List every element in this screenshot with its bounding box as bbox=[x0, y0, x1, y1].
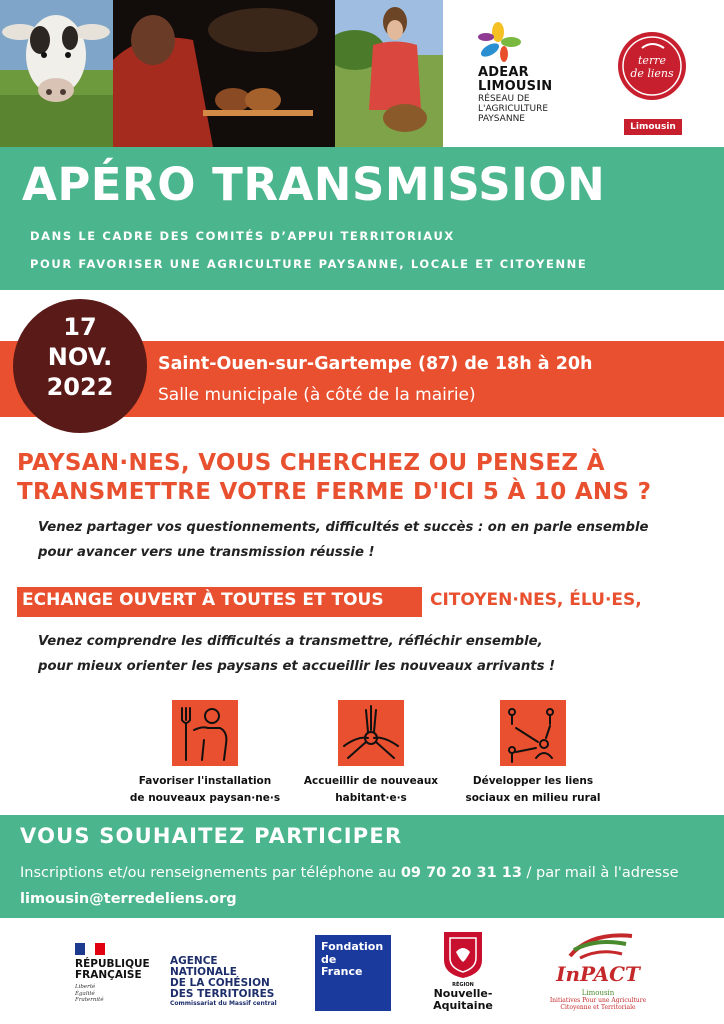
limousin-badge: Limousin bbox=[624, 119, 682, 135]
region-shield-icon bbox=[442, 930, 484, 980]
adear-sub3: PAYSANNE bbox=[478, 114, 525, 124]
fdf-l3: France bbox=[321, 965, 363, 978]
farmer-icon bbox=[172, 700, 238, 766]
registration-intro: Inscriptions et/ou renseignements par téléphone au bbox=[20, 865, 401, 881]
event-location: Saint-Ouen-sur-Gartempe (87) de 18h à 20h bbox=[158, 354, 593, 374]
inpact-sub2: Citoyenne et Territoriale bbox=[560, 1004, 636, 1011]
section1-text1: Venez partager vos questionnements, difficultés et succès : on en parle ensemble bbox=[38, 520, 649, 535]
participation-title: VOUS SOUHAITEZ PARTICIPER bbox=[20, 824, 403, 848]
goal-caption-2 bbox=[281, 773, 461, 807]
fdf-l2: de bbox=[321, 952, 337, 966]
goal-3-line1: Développer les liens bbox=[472, 775, 594, 787]
svg-text:terre: terre bbox=[638, 54, 666, 67]
date-circle bbox=[13, 299, 147, 433]
region-logo bbox=[424, 982, 502, 1012]
goal-2-line1: Accueillir de nouveaux bbox=[303, 775, 439, 787]
terre-de-liens-logo bbox=[616, 22, 688, 137]
goal-1-line2: de nouveaux paysan·ne·s bbox=[129, 792, 281, 804]
goal-caption-1 bbox=[115, 773, 295, 807]
section2-text1: Venez comprendre les difficultés a transmettre, réfléchir ensemble, bbox=[38, 634, 543, 649]
region-l1: Nouvelle- bbox=[433, 987, 493, 1000]
section1-text2: pour avancer vers une transmission réussie ! bbox=[38, 545, 375, 560]
rf-line2: FRANÇAISE bbox=[75, 969, 142, 981]
anct-l3: DE LA COHÉSION bbox=[170, 977, 270, 989]
adear-sub2: L'AGRICULTURE bbox=[478, 104, 549, 114]
flower-icon bbox=[478, 22, 522, 62]
rf-motto3: Fraternité bbox=[75, 997, 104, 1003]
phone-number[interactable]: 09 70 20 31 13 bbox=[400, 865, 522, 881]
citoyens-label: CITOYEN·NES, ÉLU·ES, bbox=[430, 590, 642, 610]
event-venue: Salle municipale (à côté de la mairie) bbox=[158, 385, 476, 405]
adear-logo bbox=[478, 22, 596, 122]
inpact-sub1: Initiatives Pour une Agriculture bbox=[549, 997, 647, 1004]
goal-caption-3 bbox=[443, 773, 623, 807]
page-title: APÉRO TRANSMISSION bbox=[22, 158, 606, 211]
inpact-name: InPACT bbox=[556, 962, 640, 986]
rf-motto1: Liberté bbox=[75, 984, 96, 990]
adear-sub1: RÉSEAU DE bbox=[478, 94, 530, 104]
inpact-swoosh-icon bbox=[560, 928, 640, 962]
anct-l1: AGENCE bbox=[170, 955, 218, 967]
anct-l2: NATIONALE bbox=[170, 966, 237, 978]
adear-title1: ADEAR bbox=[478, 65, 529, 80]
section2-text2: pour mieux orienter les paysans et accueillir les nouveaux arrivants ! bbox=[38, 659, 556, 674]
banner-line1: DANS LE CADRE DES COMITÉS D’APPUI TERRITORIAUX bbox=[30, 229, 455, 243]
anct-logo bbox=[170, 956, 280, 1008]
bread-photo bbox=[113, 0, 335, 147]
hands-icon bbox=[338, 700, 404, 766]
fondation-de-france-logo bbox=[315, 935, 391, 1011]
woman-basket-photo bbox=[335, 0, 443, 147]
adear-title2: LIMOUSIN bbox=[478, 79, 553, 94]
anct-sub: Commissariat du Massif central bbox=[170, 1000, 277, 1007]
rf-line1: RÉPUBLIQUE bbox=[75, 958, 150, 970]
date-year: 2022 bbox=[46, 373, 114, 401]
goal-3-line2: sociaux en milieu rural bbox=[465, 792, 601, 804]
headline-line1: PAYSAN·NES, VOUS CHERCHEZ OU PENSEZ À bbox=[17, 450, 605, 476]
inpact-tagline bbox=[540, 990, 656, 1011]
marianne-flag-icon bbox=[75, 943, 105, 955]
fdf-l1: Fondation bbox=[321, 940, 384, 953]
email-link[interactable]: limousin@terredeliens.org bbox=[20, 891, 237, 907]
registration-mail-intro: / par mail à l'adresse bbox=[521, 865, 679, 881]
network-icon bbox=[500, 700, 566, 766]
goal-2-line2: habitant·e·s bbox=[335, 792, 407, 804]
date-month: NOV. bbox=[47, 343, 113, 371]
republique-francaise-logo bbox=[75, 940, 160, 1004]
headline-line2: TRANSMETTRE VOTRE FERME D'ICI 5 À 10 ANS ? bbox=[17, 479, 652, 505]
cow-photo bbox=[0, 0, 113, 147]
goal-1-line1: Favoriser l'installation bbox=[138, 775, 272, 787]
anct-l4: DES TERRITOIRES bbox=[170, 988, 275, 1000]
svg-text:de liens: de liens bbox=[630, 67, 674, 80]
region-l2: Aquitaine bbox=[433, 999, 493, 1012]
inpact-region: Limousin bbox=[581, 989, 615, 997]
banner-line2: POUR FAVORISER UNE AGRICULTURE PAYSANNE, LOCALE ET CITOYENNE bbox=[30, 257, 588, 271]
registration-text bbox=[20, 865, 679, 881]
region-small: RÉGION bbox=[452, 982, 474, 988]
date-day: 17 bbox=[63, 313, 97, 341]
echange-label: ECHANGE OUVERT À TOUTES ET TOUS bbox=[22, 590, 384, 610]
rf-motto2: Égalité bbox=[75, 990, 95, 997]
